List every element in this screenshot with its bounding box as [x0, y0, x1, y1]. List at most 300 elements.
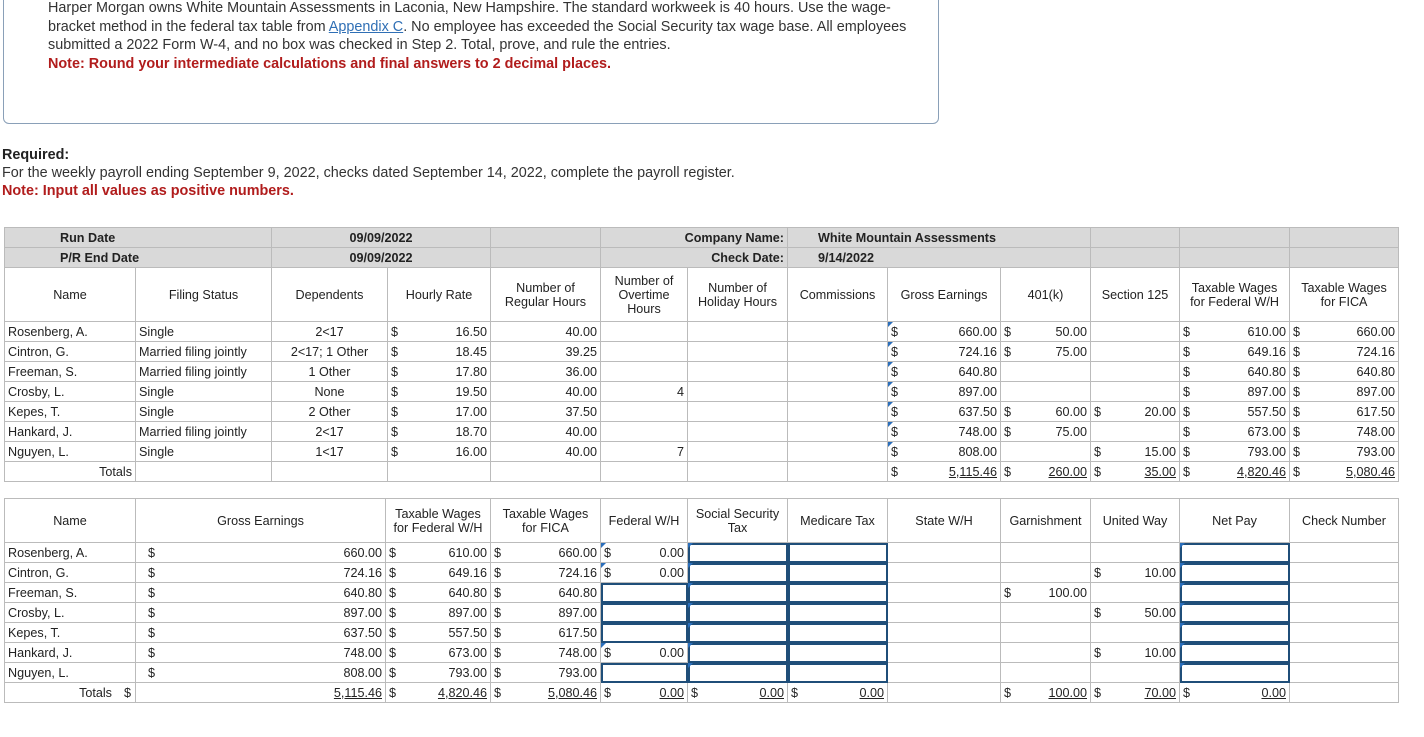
united-way [1091, 603, 1180, 623]
social-security-input[interactable] [688, 543, 788, 563]
col-gross-earnings: Gross Earnings [888, 268, 1001, 322]
taxable-fed [1180, 422, 1290, 442]
taxable-fica [491, 563, 601, 583]
employee-deductions-row [5, 543, 1399, 563]
taxable-fed [1180, 382, 1290, 402]
commissions [788, 402, 888, 422]
cell-value: Rosenberg, A. [8, 324, 88, 339]
united-way [1091, 543, 1180, 563]
gross-earnings [136, 563, 386, 583]
total-check-number [1290, 683, 1399, 703]
dependents [272, 402, 388, 422]
holiday-hours [688, 442, 788, 462]
dollar-sign: $ [604, 545, 612, 560]
holiday-hours [688, 402, 788, 422]
taxable-fica [491, 543, 601, 563]
social-security-input[interactable] [688, 563, 788, 583]
cell-value: Nguyen, L. [8, 665, 69, 680]
federal-wh-input[interactable] [601, 663, 688, 683]
employee-name [5, 322, 136, 342]
cell-value: Kepes, T. [8, 625, 61, 640]
dollar-sign: $ [391, 444, 399, 459]
check-number [1290, 623, 1399, 643]
employee-name [5, 362, 136, 382]
cell-value: 660.00 [1356, 324, 1396, 339]
cell-value: 100.00 [1048, 585, 1087, 600]
regular-hours [491, 402, 601, 422]
taxable-fica [1290, 322, 1399, 342]
cell-value: Hankard, J. [8, 645, 73, 660]
dollar-sign: $ [1094, 464, 1102, 479]
cell-value: 5,115.46 [333, 685, 382, 700]
cell-value: 808.00 [958, 444, 997, 459]
dependents [272, 322, 388, 342]
section-125 [1091, 422, 1180, 442]
dollar-sign: $ [494, 625, 502, 640]
empty-cell [388, 462, 491, 482]
taxable-fica [1290, 422, 1399, 442]
commissions [788, 422, 888, 442]
medicare-input[interactable] [788, 623, 888, 643]
cell-value: 16.50 [455, 324, 487, 339]
united-way [1091, 623, 1180, 643]
cell-value: 640.80 [448, 585, 487, 600]
net-pay-input[interactable] [1180, 583, 1290, 603]
cell-value: 40.00 [565, 384, 597, 399]
dollar-sign: $ [148, 545, 156, 560]
employee-name [5, 342, 136, 362]
taxable-fed [1180, 442, 1290, 462]
cell-value: 640.80 [558, 585, 597, 600]
401k [1001, 362, 1091, 382]
hourly-rate [388, 322, 491, 342]
holiday-hours [688, 322, 788, 342]
check-number [1290, 543, 1399, 563]
net-pay-input[interactable] [1180, 563, 1290, 583]
federal-wh-input[interactable] [601, 623, 688, 643]
section-125 [1091, 342, 1180, 362]
check-number [1290, 603, 1399, 623]
appendix-c-link[interactable]: Appendix C [328, 18, 404, 35]
col-taxable-fica: Taxable Wages for FICA [1290, 268, 1399, 322]
employee-name [5, 422, 136, 442]
cell-value: 50.00 [1144, 605, 1176, 620]
federal-wh-input[interactable] [601, 603, 688, 623]
cell-value: 7 [676, 444, 684, 459]
empty-cell [136, 462, 272, 482]
gross-earnings [888, 362, 1001, 382]
empty-cell [272, 462, 388, 482]
cell-value: 40.00 [565, 424, 597, 439]
cell-value: 897.00 [558, 605, 597, 620]
employee-name [5, 663, 136, 683]
col-name: Name [5, 268, 136, 322]
cell-value: 640.80 [958, 364, 997, 379]
cell-value: 2<17 [315, 324, 344, 339]
cell-value: 724.16 [958, 344, 997, 359]
cell-value: 724.16 [343, 565, 382, 580]
dollar-sign: $ [1293, 464, 1301, 479]
cell-value: 808.00 [343, 665, 382, 680]
holiday-hours [688, 342, 788, 362]
dollar-sign: $ [691, 685, 699, 700]
check-number [1290, 663, 1399, 683]
cell-value: Hankard, J. [8, 424, 73, 439]
filing-status [136, 382, 272, 402]
taxable-fica [1290, 402, 1399, 422]
federal-wh-input[interactable] [601, 643, 688, 663]
employee-deductions-row [5, 583, 1399, 603]
commissions [788, 322, 888, 342]
cell-value: 748.00 [1356, 424, 1396, 439]
col-gross-earnings: Gross Earnings [136, 499, 386, 543]
employee-name [5, 402, 136, 422]
dollar-sign: $ [891, 324, 899, 339]
section-125 [1091, 362, 1180, 382]
col-filing-status: Filing Status [136, 268, 272, 322]
dollar-sign: $ [1293, 384, 1301, 399]
medicare-input[interactable] [788, 563, 888, 583]
overtime-hours [601, 362, 688, 382]
social-security-input[interactable] [688, 623, 788, 643]
dollar-sign: $ [148, 585, 156, 600]
cell-value: 0.00 [1261, 685, 1286, 700]
taxable-fed [386, 603, 491, 623]
taxable-fica [1290, 382, 1399, 402]
gross-earnings [136, 663, 386, 683]
dollar-sign: $ [891, 424, 899, 439]
header-row-2 [5, 248, 1399, 268]
garnishment [1001, 603, 1091, 623]
total-section-125 [1091, 462, 1180, 482]
dollar-sign: $ [1004, 344, 1012, 359]
employee-earnings-row [5, 402, 1399, 422]
col-taxable-fed: Taxable Wages for Federal W/H [386, 499, 491, 543]
check-number [1290, 643, 1399, 663]
employee-earnings-row [5, 442, 1399, 462]
holiday-hours [688, 382, 788, 402]
dollar-sign: $ [494, 685, 502, 700]
col-garnishment: Garnishment [1001, 499, 1091, 543]
federal-wh-input[interactable] [601, 543, 688, 563]
cell-value: 649.16 [1247, 344, 1287, 359]
dollar-sign: $ [1094, 444, 1102, 459]
dollar-sign: $ [389, 565, 397, 580]
total-garnishment [1001, 683, 1091, 703]
cell-value: 10.00 [1144, 645, 1176, 660]
employee-name [5, 563, 136, 583]
cell-value: 4 [676, 384, 684, 399]
dollar-sign: $ [1183, 444, 1191, 459]
employee-name [5, 643, 136, 663]
empty-cell [491, 462, 601, 482]
dollar-sign: $ [1094, 645, 1102, 660]
dependents [272, 382, 388, 402]
problem-text [48, 0, 908, 73]
total-federal-wh [601, 683, 688, 703]
401k [1001, 342, 1091, 362]
dollar-sign: $ [148, 665, 156, 680]
col-taxable-fed: Taxable Wages for Federal W/H [1180, 268, 1290, 322]
overtime-hours [601, 382, 688, 402]
social-security-input[interactable] [688, 643, 788, 663]
state-wh [888, 623, 1001, 643]
total-401k [1001, 462, 1091, 482]
col-overtime-hours: Number of Overtime Hours [601, 268, 688, 322]
employee-deductions-row [5, 623, 1399, 643]
cell-value: 557.50 [448, 625, 487, 640]
problem-text-part1: Harper Morgan owns White Mountain Assessments in Laconia, New Hampshire. The standard workweek is 40 hours. Use the wage-bracket method in the federal tax table from [48, 0, 891, 35]
cell-value: 748.00 [558, 645, 597, 660]
cell-value: 10.00 [1144, 565, 1176, 580]
taxable-fica [1290, 342, 1399, 362]
medicare-input[interactable] [788, 643, 888, 663]
gross-earnings [136, 643, 386, 663]
dollar-sign: $ [389, 545, 397, 560]
dollar-sign: $ [891, 364, 899, 379]
dollar-sign: $ [891, 384, 899, 399]
total-taxable-fica [491, 683, 601, 703]
united-way [1091, 583, 1180, 603]
cell-value: 100.00 [1048, 685, 1087, 700]
run-date-value: 09/09/2022 [272, 228, 491, 248]
state-wh [888, 543, 1001, 563]
bottom-totals-row [5, 683, 1399, 703]
cell-value: 1<17 [315, 444, 344, 459]
dollar-sign: $ [1293, 324, 1301, 339]
dollar-sign: $ [391, 404, 399, 419]
taxable-fed [1180, 402, 1290, 422]
employee-deductions-row [5, 603, 1399, 623]
employee-earnings-row [5, 322, 1399, 342]
dollar-sign: $ [391, 424, 399, 439]
net-pay-input[interactable] [1180, 643, 1290, 663]
medicare-input[interactable] [788, 603, 888, 623]
cell-value: 35.00 [1144, 464, 1177, 479]
cell-value: 793.00 [448, 665, 487, 680]
regular-hours [491, 362, 601, 382]
cell-value: 660.00 [343, 545, 382, 560]
taxable-fed [386, 583, 491, 603]
cell-value: 673.00 [448, 645, 487, 660]
dollar-sign: $ [1094, 685, 1102, 700]
cell-value: 640.80 [1356, 364, 1396, 379]
cell-value: 60.00 [1055, 404, 1088, 419]
dollar-sign: $ [1293, 364, 1301, 379]
employee-deductions-row [5, 663, 1399, 683]
total-social-security [688, 683, 788, 703]
dollar-sign: $ [391, 364, 399, 379]
cell-value: 50.00 [1055, 324, 1088, 339]
medicare-input[interactable] [788, 583, 888, 603]
garnishment [1001, 583, 1091, 603]
gross-earnings [888, 402, 1001, 422]
filing-status [136, 362, 272, 382]
company-name-value: White Mountain Assessments [788, 228, 1091, 248]
employee-earnings-row [5, 362, 1399, 382]
taxable-fica [491, 643, 601, 663]
totals-label [5, 683, 136, 703]
cell-value: 36.00 [565, 364, 597, 379]
garnishment [1001, 663, 1091, 683]
medicare-input[interactable] [788, 543, 888, 563]
totals-text: Totals [79, 685, 112, 700]
filing-status [136, 402, 272, 422]
federal-wh-input[interactable] [601, 563, 688, 583]
col-state-wh: State W/H [888, 499, 1001, 543]
top-totals-row [5, 462, 1399, 482]
gross-earnings [136, 543, 386, 563]
cell-value: 673.00 [1247, 424, 1287, 439]
col-401k: 401(k) [1001, 268, 1091, 322]
regular-hours [491, 442, 601, 462]
employee-name [5, 543, 136, 563]
gross-earnings [888, 382, 1001, 402]
cell-value: Married filing jointly [139, 344, 247, 359]
taxable-fica [1290, 362, 1399, 382]
cell-value: 0.00 [659, 645, 684, 660]
dollar-sign: $ [391, 324, 399, 339]
gross-earnings [888, 422, 1001, 442]
cell-value: 724.16 [1356, 344, 1396, 359]
cell-value: Cintron, G. [8, 565, 69, 580]
cell-value: 40.00 [565, 444, 597, 459]
dollar-sign: $ [1183, 384, 1191, 399]
hourly-rate [388, 442, 491, 462]
check-date-value: 9/14/2022 [788, 248, 1091, 268]
cell-value: 70.00 [1144, 685, 1176, 700]
garnishment [1001, 643, 1091, 663]
cell-value: 19.50 [455, 384, 487, 399]
state-wh [888, 643, 1001, 663]
dollar-sign: $ [148, 605, 156, 620]
dollar-sign: $ [1293, 444, 1301, 459]
dollar-sign: $ [494, 645, 502, 660]
taxable-fica [491, 623, 601, 643]
401k [1001, 322, 1091, 342]
cell-value: Rosenberg, A. [8, 545, 88, 560]
net-pay-input[interactable] [1180, 663, 1290, 683]
net-pay-input[interactable] [1180, 543, 1290, 563]
social-security-input[interactable] [688, 663, 788, 683]
dollar-sign: $ [1004, 464, 1012, 479]
cell-value: Single [139, 444, 175, 459]
employee-earnings-row [5, 422, 1399, 442]
cell-value: 897.00 [1247, 384, 1287, 399]
employee-deductions-row [5, 563, 1399, 583]
cell-value: Freeman, S. [8, 364, 78, 379]
cell-value: 2 Other [308, 404, 351, 419]
dollar-sign: $ [1094, 605, 1102, 620]
col-united-way: United Way [1091, 499, 1180, 543]
medicare-input[interactable] [788, 663, 888, 683]
dependents [272, 342, 388, 362]
bottom-column-headers [5, 499, 1399, 543]
cell-value: 2<17 [315, 424, 344, 439]
garnishment [1001, 623, 1091, 643]
gross-earnings [888, 342, 1001, 362]
taxable-fed [386, 543, 491, 563]
social-security-input[interactable] [688, 603, 788, 623]
net-pay-input[interactable] [1180, 623, 1290, 643]
total-united-way [1091, 683, 1180, 703]
problem-note: Note: Round your intermediate calculations and final answers to 2 decimal places. [48, 55, 611, 72]
filing-status [136, 422, 272, 442]
cell-value: Single [139, 384, 175, 399]
state-wh [888, 603, 1001, 623]
cell-value: 1 Other [308, 364, 351, 379]
company-name-label: Company Name: [601, 228, 788, 248]
filing-status [136, 442, 272, 462]
cell-value: 40.00 [565, 324, 597, 339]
overtime-hours [601, 422, 688, 442]
cell-value: 75.00 [1055, 344, 1088, 359]
cell-value: Married filing jointly [139, 364, 247, 379]
col-net-pay: Net Pay [1180, 499, 1290, 543]
col-regular-hours: Number of Regular Hours [491, 268, 601, 322]
cell-value: 640.80 [343, 585, 382, 600]
required-section [2, 146, 735, 200]
cell-value: 793.00 [1356, 444, 1396, 459]
cell-value: 793.00 [558, 665, 597, 680]
totals-label [5, 462, 136, 482]
run-date-label: Run Date [5, 228, 272, 248]
cell-value: 640.80 [1247, 364, 1287, 379]
net-pay-input[interactable] [1180, 603, 1290, 623]
dollar-sign: $ [1094, 565, 1102, 580]
dollar-sign: $ [604, 685, 612, 700]
employee-name [5, 603, 136, 623]
required-text: For the weekly payroll ending September 9, 2022, checks dated September 14, 2022, complete the payroll register. [2, 165, 735, 181]
dollar-sign: $ [389, 665, 397, 680]
state-wh [888, 583, 1001, 603]
col-dependents: Dependents [272, 268, 388, 322]
section-125 [1091, 442, 1180, 462]
cell-value: 0.00 [759, 685, 784, 700]
empty-cell [788, 462, 888, 482]
dollar-sign: $ [1183, 404, 1191, 419]
employee-name [5, 442, 136, 462]
cell-value: 17.00 [455, 404, 487, 419]
holiday-hours [688, 362, 788, 382]
dependents [272, 422, 388, 442]
overtime-hours [601, 442, 688, 462]
payroll-register-earnings [4, 227, 1399, 482]
regular-hours [491, 342, 601, 362]
cell-value: Nguyen, L. [8, 444, 69, 459]
taxable-fed [386, 643, 491, 663]
cell-value: 748.00 [958, 424, 997, 439]
dollar-sign: $ [891, 404, 899, 419]
cell-value: 5,080.46 [547, 685, 597, 700]
cell-value: None [314, 384, 345, 399]
social-security-input[interactable] [688, 583, 788, 603]
taxable-fed [386, 663, 491, 683]
cell-value: 0.00 [659, 685, 684, 700]
total-gross [888, 462, 1001, 482]
cell-value: 18.45 [455, 344, 487, 359]
dollar-sign: $ [891, 444, 899, 459]
total-state-wh [888, 683, 1001, 703]
401k [1001, 402, 1091, 422]
dollar-sign: $ [389, 685, 397, 700]
total-net-pay [1180, 683, 1290, 703]
section-125 [1091, 322, 1180, 342]
dollar-sign: $ [389, 585, 397, 600]
federal-wh-input[interactable] [601, 583, 688, 603]
dollar-sign: $ [494, 585, 502, 600]
cell-value: Cintron, G. [8, 344, 69, 359]
